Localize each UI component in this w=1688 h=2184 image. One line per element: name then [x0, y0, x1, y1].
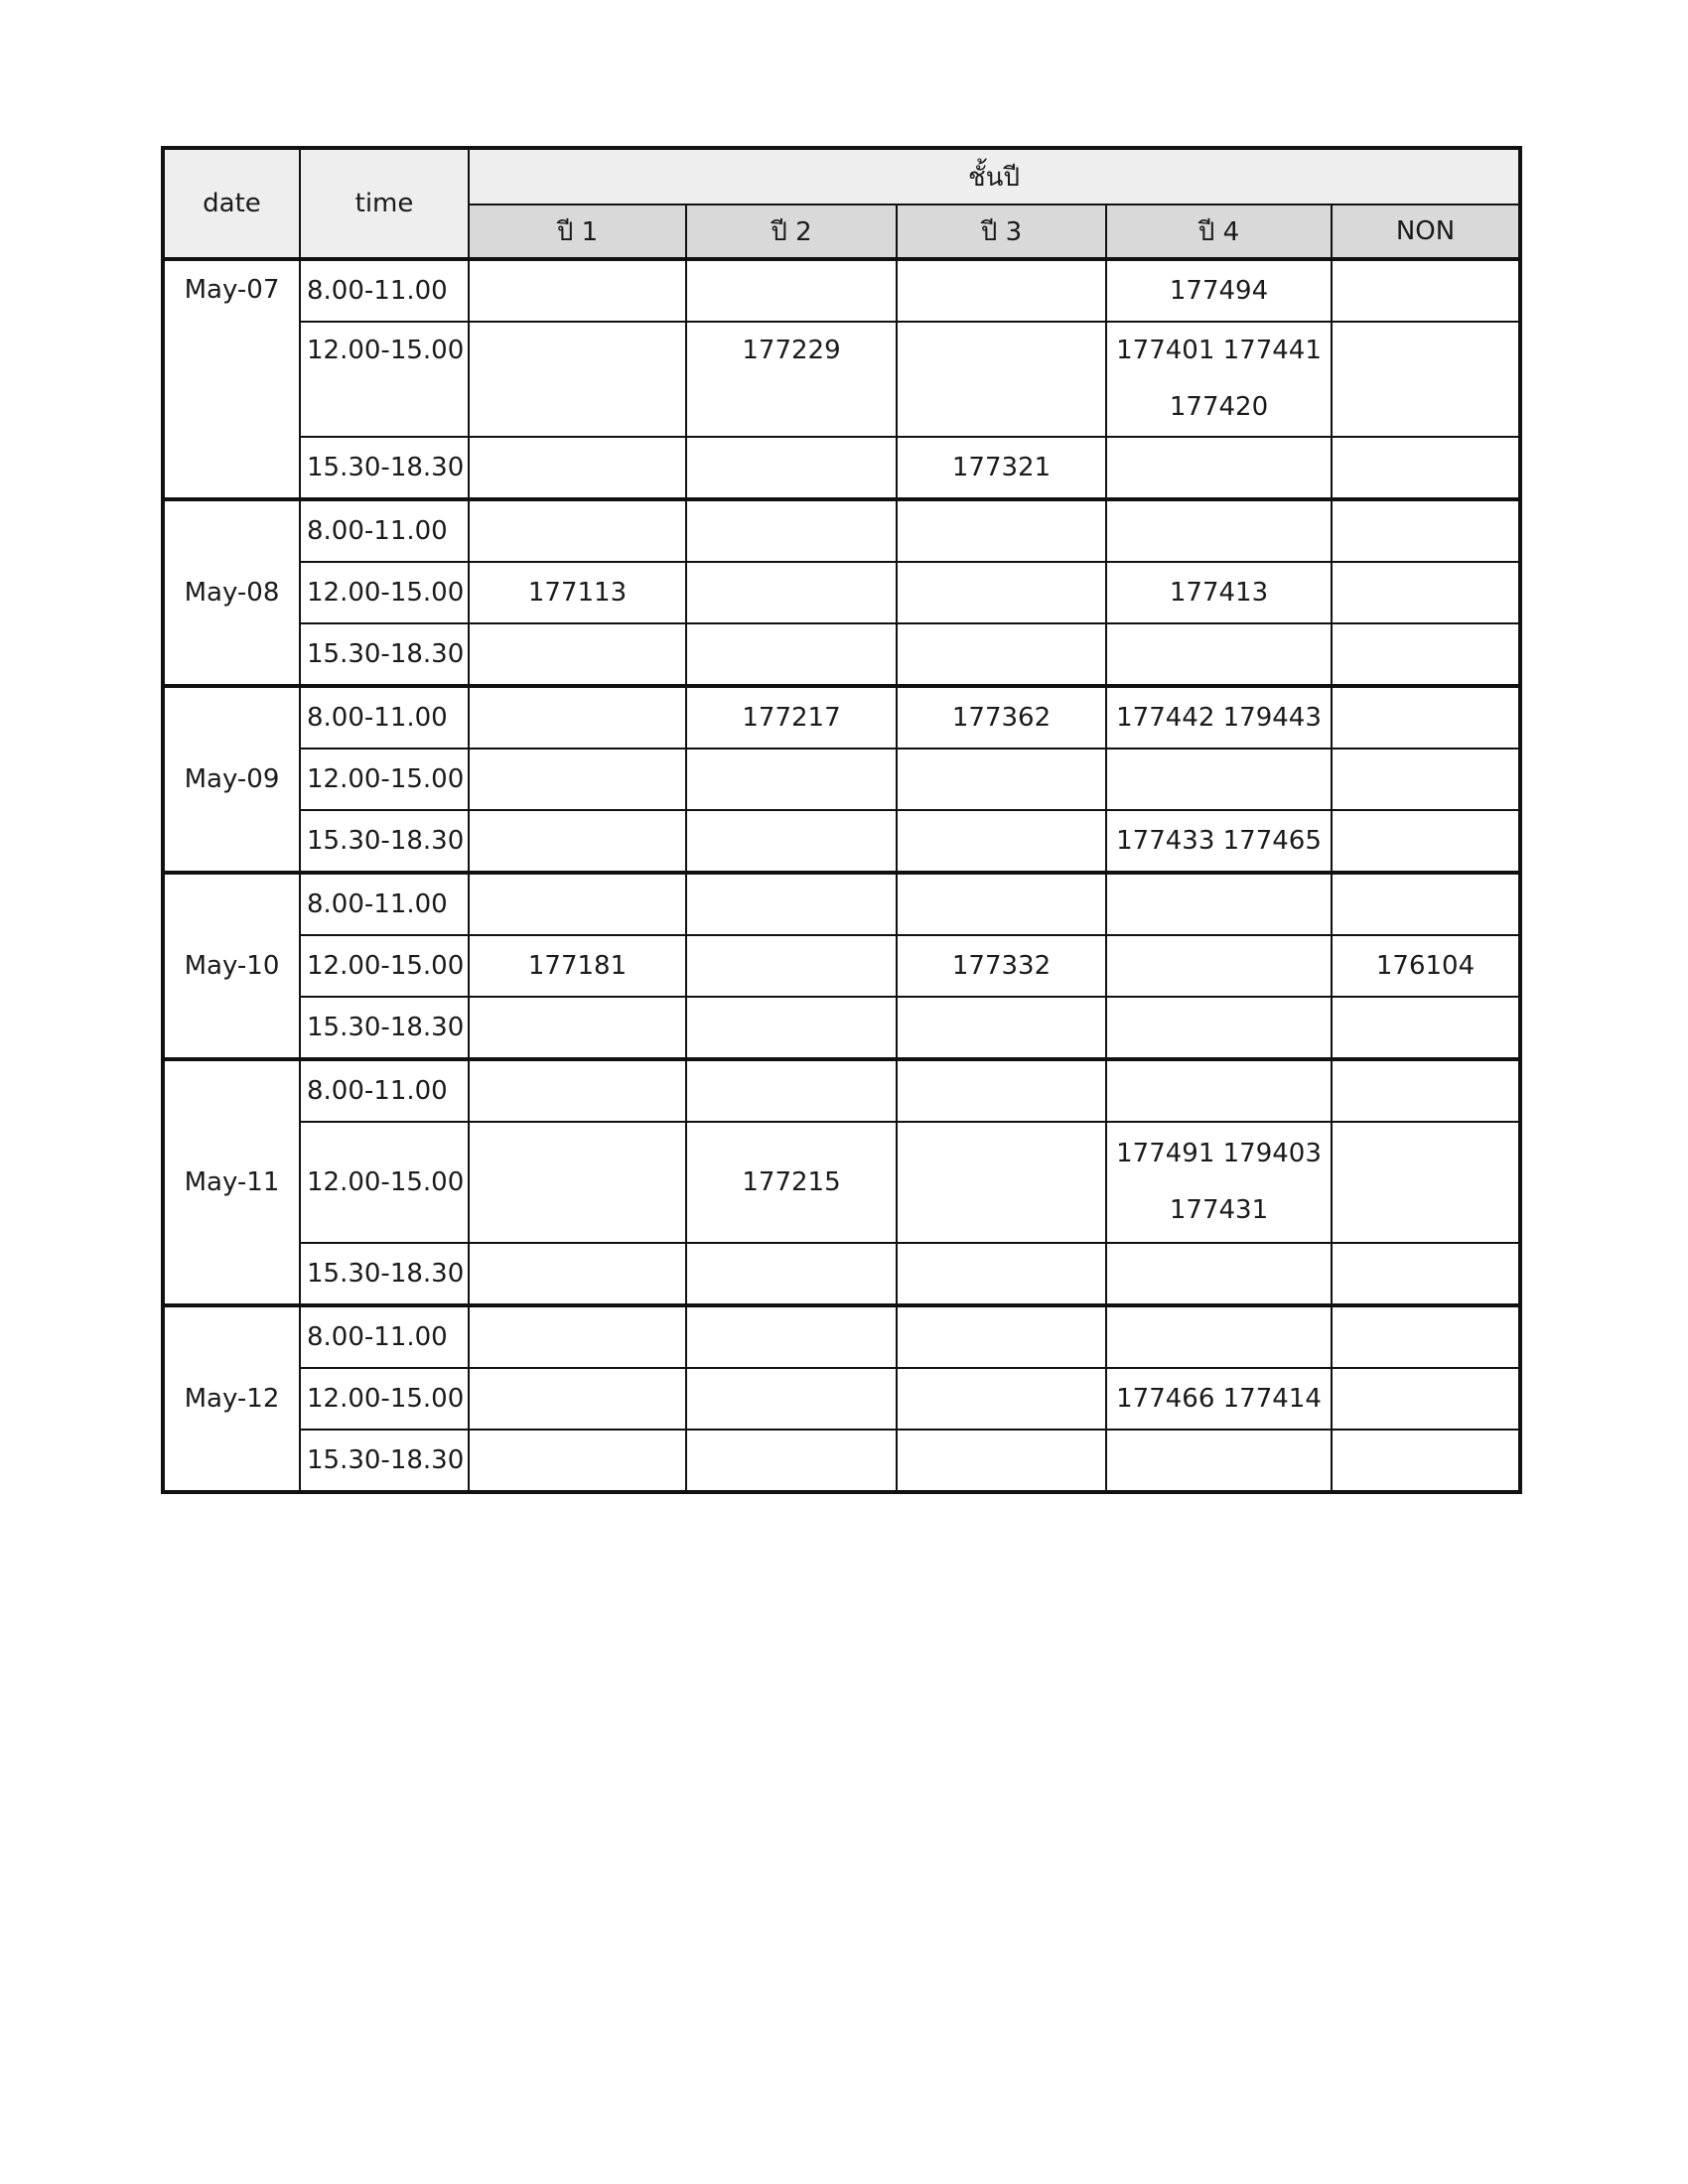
column-header-year-4: ปี 4	[1106, 205, 1332, 259]
course-cell-year-2	[686, 749, 897, 810]
course-cell-year-3	[897, 1122, 1106, 1243]
course-cell-non	[1332, 1243, 1520, 1305]
course-cell-year-3	[897, 810, 1106, 873]
column-header-year-2: ปี 2	[686, 205, 897, 259]
course-cell-year-4	[1106, 1059, 1332, 1122]
course-cell-year-3	[897, 562, 1106, 623]
course-cell-year-2	[686, 562, 897, 623]
course-cell-non	[1332, 562, 1520, 623]
table-row	[163, 749, 1520, 810]
course-cell-year-3	[897, 997, 1106, 1059]
course-cell-non	[1332, 1430, 1520, 1492]
course-cell-non	[1332, 873, 1520, 935]
course-cell-non	[1332, 259, 1520, 322]
column-header-non: NON	[1332, 205, 1520, 259]
time-cell: 8.00-11.00	[300, 873, 469, 935]
course-cell-year-2	[686, 499, 897, 562]
table-body	[163, 259, 1520, 1492]
table-row	[163, 686, 1520, 749]
time-header: time	[300, 148, 469, 259]
course-cell-non	[1332, 1059, 1520, 1122]
course-cell-year-2	[686, 810, 897, 873]
table-row	[163, 562, 1520, 623]
course-cell-non	[1332, 686, 1520, 749]
time-cell: 15.30-18.30	[300, 1430, 469, 1492]
course-cell-year-1	[469, 259, 686, 322]
course-cell-year-1	[469, 1368, 686, 1430]
course-cell-year-2: 177229	[686, 322, 897, 437]
course-cell-non	[1332, 437, 1520, 499]
course-cell-year-4: 177494	[1106, 259, 1332, 322]
course-cell-non	[1332, 1368, 1520, 1430]
date-cell: May-07	[163, 259, 300, 499]
table-row	[163, 873, 1520, 935]
course-cell-non	[1332, 499, 1520, 562]
time-cell: 12.00-15.00	[300, 322, 469, 437]
course-cell-year-4	[1106, 499, 1332, 562]
course-cell-year-4	[1106, 749, 1332, 810]
course-cell-year-1	[469, 322, 686, 437]
course-cell-non	[1332, 810, 1520, 873]
course-cell-non: 176104	[1332, 935, 1520, 997]
time-cell: 15.30-18.30	[300, 997, 469, 1059]
table-row	[163, 1305, 1520, 1368]
time-cell: 8.00-11.00	[300, 259, 469, 322]
time-cell: 8.00-11.00	[300, 1059, 469, 1122]
course-cell-year-1	[469, 1243, 686, 1305]
table-row	[163, 1368, 1520, 1430]
date-header: date	[163, 148, 300, 259]
course-cell-year-4	[1106, 1243, 1332, 1305]
table-row	[163, 1059, 1520, 1122]
course-cell-year-3	[897, 259, 1106, 322]
course-cell-year-1	[469, 1059, 686, 1122]
course-cell-year-1	[469, 810, 686, 873]
course-cell-year-2	[686, 1368, 897, 1430]
course-cell-year-4	[1106, 623, 1332, 686]
time-cell: 8.00-11.00	[300, 499, 469, 562]
time-cell: 15.30-18.30	[300, 623, 469, 686]
table-row	[163, 322, 1520, 437]
course-cell-year-4	[1106, 997, 1332, 1059]
course-cell-year-1	[469, 623, 686, 686]
course-cell-year-3: 177332	[897, 935, 1106, 997]
course-cell-non	[1332, 623, 1520, 686]
time-cell: 12.00-15.00	[300, 935, 469, 997]
time-cell: 12.00-15.00	[300, 749, 469, 810]
course-cell-year-4	[1106, 873, 1332, 935]
course-cell-year-3	[897, 499, 1106, 562]
course-cell-year-2	[686, 935, 897, 997]
course-cell-year-2	[686, 873, 897, 935]
time-cell: 8.00-11.00	[300, 1305, 469, 1368]
time-cell: 8.00-11.00	[300, 686, 469, 749]
time-cell: 15.30-18.30	[300, 1243, 469, 1305]
course-cell-year-1: 177181	[469, 935, 686, 997]
course-cell-non	[1332, 1305, 1520, 1368]
table-row	[163, 259, 1520, 322]
table-row	[163, 623, 1520, 686]
course-cell-year-2	[686, 623, 897, 686]
time-cell: 12.00-15.00	[300, 562, 469, 623]
course-cell-year-3	[897, 1368, 1106, 1430]
course-cell-year-4: 177491 179403 177431	[1106, 1122, 1332, 1243]
course-cell-year-4: 177413	[1106, 562, 1332, 623]
course-cell-year-4: 177401 177441 177420	[1106, 322, 1332, 437]
course-cell-year-3	[897, 1430, 1106, 1492]
column-header-year-3: ปี 3	[897, 205, 1106, 259]
date-cell: May-09	[163, 686, 300, 873]
time-cell: 15.30-18.30	[300, 810, 469, 873]
course-cell-year-2	[686, 1430, 897, 1492]
date-cell: May-08	[163, 499, 300, 686]
course-cell-year-1	[469, 437, 686, 499]
course-cell-year-1	[469, 499, 686, 562]
course-cell-year-4	[1106, 935, 1332, 997]
course-cell-year-2	[686, 259, 897, 322]
course-cell-year-2	[686, 1243, 897, 1305]
course-cell-year-3: 177321	[897, 437, 1106, 499]
date-cell: May-10	[163, 873, 300, 1059]
date-cell: May-11	[163, 1059, 300, 1305]
table-row	[163, 1243, 1520, 1305]
course-cell-year-3	[897, 1243, 1106, 1305]
time-cell: 12.00-15.00	[300, 1368, 469, 1430]
column-header-year-1: ปี 1	[469, 205, 686, 259]
course-cell-non	[1332, 749, 1520, 810]
course-cell-year-3	[897, 749, 1106, 810]
table-row	[163, 1430, 1520, 1492]
course-cell-year-1	[469, 1430, 686, 1492]
course-cell-year-3: 177362	[897, 686, 1106, 749]
table-row	[163, 1122, 1520, 1243]
course-cell-year-1: 177113	[469, 562, 686, 623]
course-cell-year-2: 177217	[686, 686, 897, 749]
course-cell-non	[1332, 997, 1520, 1059]
course-cell-year-1	[469, 997, 686, 1059]
table-row	[163, 499, 1520, 562]
time-cell: 12.00-15.00	[300, 1122, 469, 1243]
date-cell: May-12	[163, 1305, 300, 1492]
table-header	[163, 148, 1520, 259]
table-row	[163, 997, 1520, 1059]
course-cell-year-2	[686, 1305, 897, 1368]
course-cell-year-3	[897, 322, 1106, 437]
course-cell-year-3	[897, 873, 1106, 935]
course-cell-year-4: 177466 177414	[1106, 1368, 1332, 1430]
course-cell-year-1	[469, 749, 686, 810]
course-cell-year-2	[686, 997, 897, 1059]
year-group-header: ชั้นปี	[469, 148, 1520, 205]
course-cell-year-1	[469, 686, 686, 749]
course-cell-year-4: 177433 177465	[1106, 810, 1332, 873]
course-cell-year-3	[897, 623, 1106, 686]
course-cell-year-2: 177215	[686, 1122, 897, 1243]
course-cell-year-2	[686, 1059, 897, 1122]
course-cell-year-1	[469, 1122, 686, 1243]
course-cell-year-4	[1106, 437, 1332, 499]
course-cell-year-2	[686, 437, 897, 499]
course-cell-year-3	[897, 1059, 1106, 1122]
table-row	[163, 810, 1520, 873]
time-cell: 15.30-18.30	[300, 437, 469, 499]
course-cell-year-1	[469, 873, 686, 935]
course-cell-year-4	[1106, 1430, 1332, 1492]
course-cell-year-4	[1106, 1305, 1332, 1368]
course-cell-non	[1332, 322, 1520, 437]
table-row	[163, 935, 1520, 997]
course-cell-year-1	[469, 1305, 686, 1368]
exam-schedule-table	[161, 146, 1522, 1494]
course-cell-non	[1332, 1122, 1520, 1243]
table-row	[163, 437, 1520, 499]
course-cell-year-3	[897, 1305, 1106, 1368]
course-cell-year-4: 177442 179443	[1106, 686, 1332, 749]
